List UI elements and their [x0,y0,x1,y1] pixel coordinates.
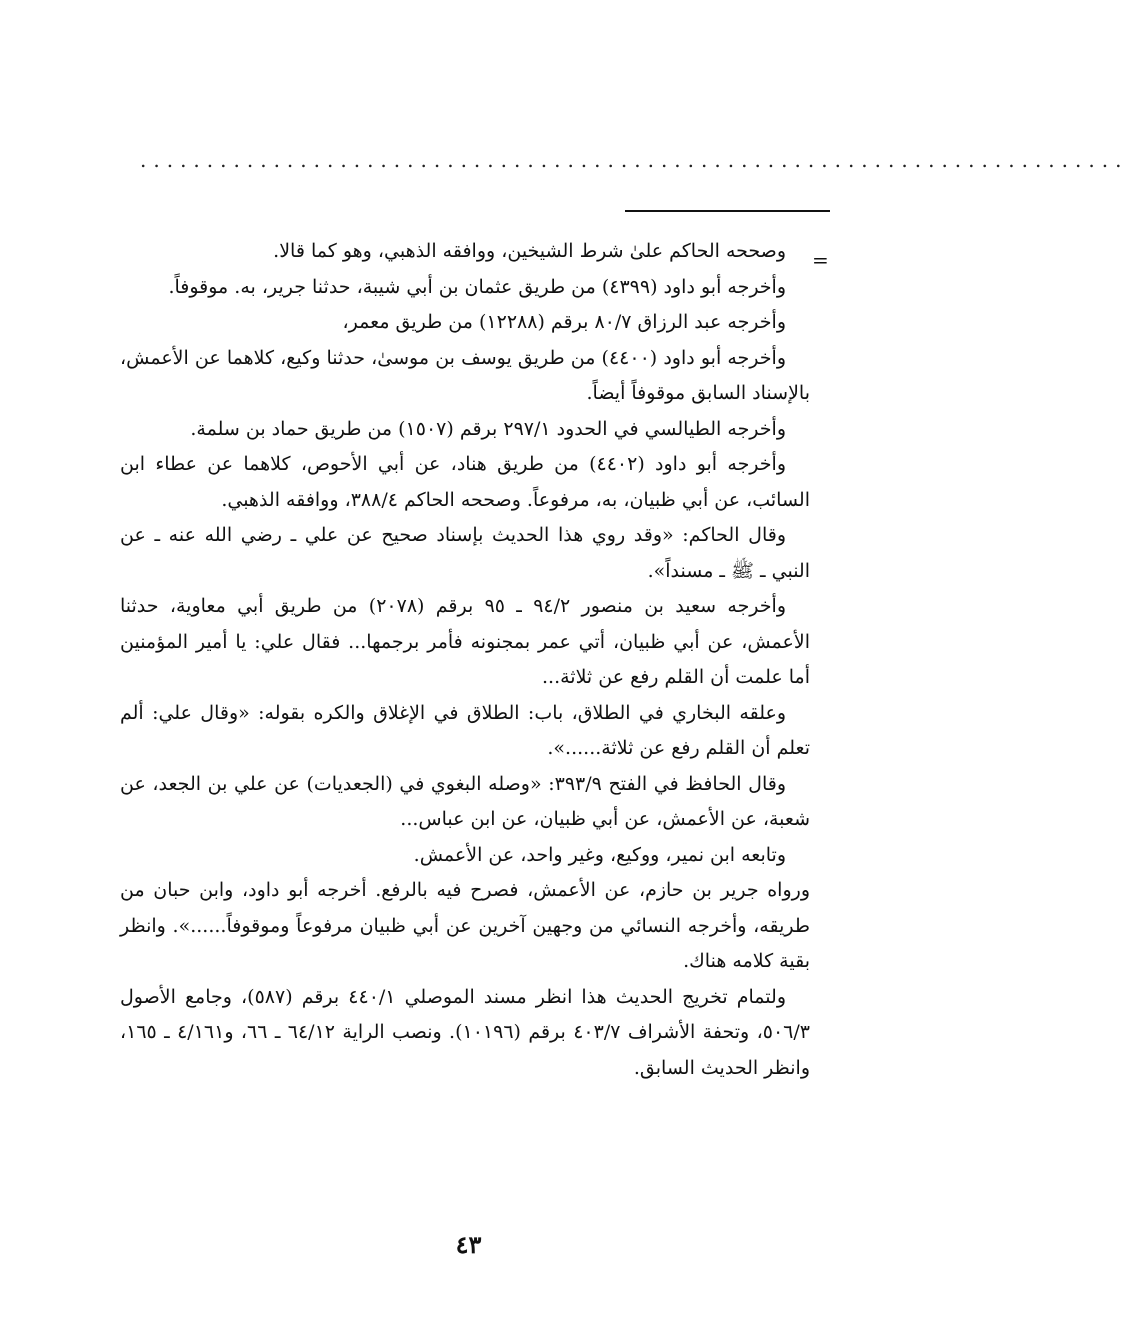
footnote-paragraph: وعلقه البخاري في الطلاق، باب: الطلاق في الإغلاق والكره بقوله: «وقال علي: ألم تعلم أن القلم رفع عن ثلاثة......». [120,701,810,759]
footnote-paragraph: وصححه الحاكم علىٰ شرط الشيخين، ووافقه الذهبي، وهو كما قالا. [273,240,786,262]
continuation-marker: = [812,248,829,272]
footnote-paragraph: وأخرجه أبو داود (٤٤٠٢) من طريق هناد، عن أبي الأحوص، كلاهما عن عطاء ابن السائب، عن أبي ظبيان، به، مرفوعاً. وصححه الحاكم ٣٨٨/٤، ووافقه الذهبي. [120,453,810,511]
footnote-paragraph: ولتمام تخريج الحديث هذا انظر مسند الموصلي ٤٤٠/١ برقم (٥٨٧)، وجامع الأصول ٥٠٦/٣، وتحفة الأشراف ٤٠٣/٧ برقم (١٠١٩٦). ونصب الراية ٦٤/١٢ ـ ٦٦، و٤/١٦١ ـ ١٦٥، وانظر الحديث السابق. [120,985,810,1079]
footnote-paragraph: وأخرجه الطيالسي في الحدود ٢٩٧/١ برقم (١٥٠٧) من طريق حماد بن سلمة. [190,417,786,440]
footnote-paragraph: وأخرجه أبو داود (٤٤٠٠) من طريق يوسف بن موسىٰ، حدثنا وكيع، كلاهما عن الأعمش، بالإسناد السابق موقوفاً أيضاً. [120,346,810,404]
footnote-paragraph: وأخرجه أبو داود (٤٣٩٩) من طريق عثمان بن أبي شيبة، حدثنا جرير، به. موقوفاً. [168,275,786,298]
separator-dotted-rule: .......................................................................... [140,148,1128,172]
footnote-paragraph: وأخرجه سعيد بن منصور ٩٤/٢ ـ ٩٥ برقم (٢٠٧٨) من طريق أبي معاوية، حدثنا الأعمش، عن أبي ظبيان، أتي عمر بمجنونه فأمر برجمها... فقال علي: يا أمير المؤمنين أما علمت أن القلم رفع عن ثلاثة... [120,595,810,688]
footnote-paragraph: وقال الحاكم: «وقد روي هذا الحديث بإسناد صحيح عن علي ـ رضي الله عنه ـ عن النبي ـ ﷺ ـ مسنداً». [120,524,810,582]
footnote-paragraph: وقال الحافظ في الفتح ٣٩٣/٩: «وصله البغوي في (الجعديات) عن علي بن الجعد، عن شعبة، عن الأعمش، عن أبي ظبيان، عن ابن عباس... [120,772,810,830]
page-number: ٤٣ [455,1230,482,1259]
footnotes-block [120,234,810,1086]
footnote-paragraph: ورواه جرير بن حازم، عن الأعمش، فصرح فيه بالرفع. أخرجه أبو داود، وابن حبان من طريقه، وأخرجه النسائي من وجهين آخرين عن أبي ظبيان مرفوعاً وموقوفاً......». وانظر بقية كلامه هناك. [120,879,810,972]
footnote-paragraph: وأخرجه عبد الرزاق ٨٠/٧ برقم (١٢٢٨٨) من طريق معمر، [342,311,786,333]
footnote-paragraph: وتابعه ابن نمير، ووكيع، وغير واحد، عن الأعمش. [413,843,786,866]
footnote-rule [625,210,830,212]
